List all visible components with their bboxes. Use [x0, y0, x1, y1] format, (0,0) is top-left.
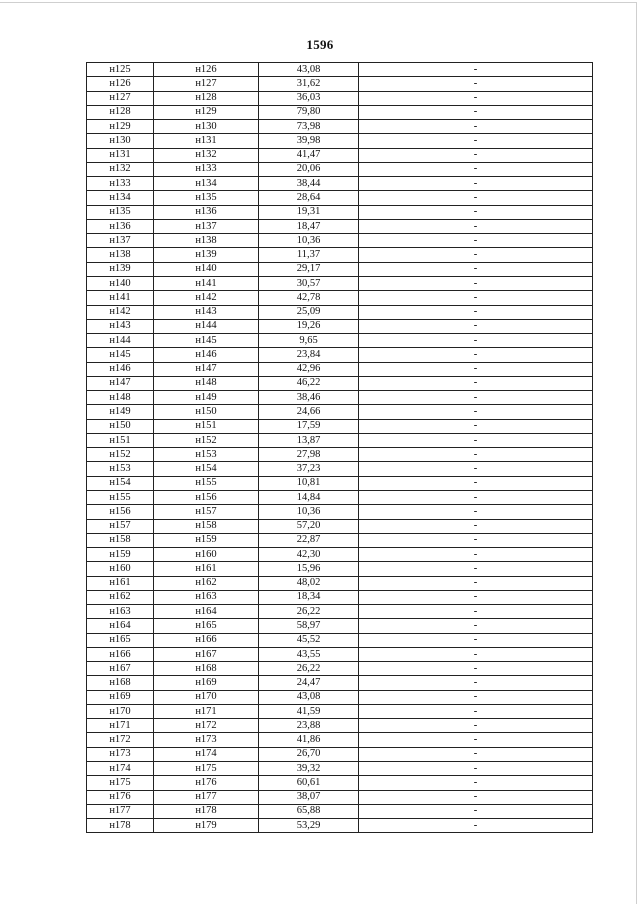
cell-from-point: н145 [87, 348, 154, 362]
table-row [87, 804, 593, 818]
cell-from-point: н129 [87, 120, 154, 134]
cell-to-point: н131 [154, 134, 259, 148]
cell-note: - [359, 362, 593, 376]
table-row [87, 91, 593, 105]
table-row [87, 205, 593, 219]
cell-from-point: н134 [87, 191, 154, 205]
table-row [87, 234, 593, 248]
table-row [87, 405, 593, 419]
cell-length: 43,08 [259, 690, 359, 704]
table-row [87, 291, 593, 305]
cell-length: 65,88 [259, 804, 359, 818]
cell-from-point: н169 [87, 690, 154, 704]
cell-length: 42,96 [259, 362, 359, 376]
cell-length: 26,22 [259, 605, 359, 619]
cell-from-point: н128 [87, 105, 154, 119]
cell-to-point: н128 [154, 91, 259, 105]
cell-to-point: н167 [154, 647, 259, 661]
cell-length: 10,36 [259, 505, 359, 519]
cell-to-point: н179 [154, 819, 259, 833]
cell-length: 29,17 [259, 262, 359, 276]
table-row [87, 619, 593, 633]
cell-from-point: н127 [87, 91, 154, 105]
cell-to-point: н156 [154, 490, 259, 504]
table-row [87, 762, 593, 776]
table-row [87, 448, 593, 462]
cell-length: 57,20 [259, 519, 359, 533]
cell-from-point: н142 [87, 305, 154, 319]
cell-from-point: н130 [87, 134, 154, 148]
cell-from-point: н165 [87, 633, 154, 647]
cell-to-point: н136 [154, 205, 259, 219]
cell-note: - [359, 776, 593, 790]
table-row [87, 562, 593, 576]
cell-length: 30,57 [259, 276, 359, 290]
cell-length: 41,86 [259, 733, 359, 747]
cell-note: - [359, 305, 593, 319]
cell-from-point: н136 [87, 219, 154, 233]
cell-length: 28,64 [259, 191, 359, 205]
cell-length: 26,22 [259, 662, 359, 676]
cell-to-point: н150 [154, 405, 259, 419]
cell-from-point: н168 [87, 676, 154, 690]
cell-note: - [359, 490, 593, 504]
cell-from-point: н126 [87, 77, 154, 91]
cell-length: 53,29 [259, 819, 359, 833]
cell-note: - [359, 219, 593, 233]
table-row [87, 519, 593, 533]
cell-length: 10,36 [259, 234, 359, 248]
cell-note: - [359, 747, 593, 761]
cell-from-point: н162 [87, 590, 154, 604]
cell-from-point: н174 [87, 762, 154, 776]
table-row [87, 162, 593, 176]
cell-from-point: н158 [87, 533, 154, 547]
cell-note: - [359, 177, 593, 191]
cell-from-point: н173 [87, 747, 154, 761]
table-row [87, 490, 593, 504]
table-row [87, 419, 593, 433]
cell-length: 9,65 [259, 334, 359, 348]
cell-from-point: н154 [87, 476, 154, 490]
cell-note: - [359, 633, 593, 647]
cell-from-point: н140 [87, 276, 154, 290]
cell-to-point: н170 [154, 690, 259, 704]
table-row [87, 533, 593, 547]
cell-length: 38,46 [259, 391, 359, 405]
coordinates-table [86, 62, 593, 833]
cell-to-point: н158 [154, 519, 259, 533]
cell-length: 48,02 [259, 576, 359, 590]
cell-to-point: н171 [154, 704, 259, 718]
cell-from-point: н132 [87, 162, 154, 176]
table-row [87, 248, 593, 262]
cell-from-point: н131 [87, 148, 154, 162]
cell-from-point: н175 [87, 776, 154, 790]
cell-note: - [359, 548, 593, 562]
cell-to-point: н148 [154, 376, 259, 390]
table-row [87, 177, 593, 191]
cell-length: 24,47 [259, 676, 359, 690]
cell-length: 19,26 [259, 319, 359, 333]
cell-length: 23,84 [259, 348, 359, 362]
cell-note: - [359, 120, 593, 134]
table-row [87, 819, 593, 833]
cell-length: 38,44 [259, 177, 359, 191]
cell-from-point: н167 [87, 662, 154, 676]
cell-from-point: н172 [87, 733, 154, 747]
table-row [87, 662, 593, 676]
cell-length: 58,97 [259, 619, 359, 633]
cell-length: 42,30 [259, 548, 359, 562]
table-row [87, 276, 593, 290]
cell-to-point: н161 [154, 562, 259, 576]
cell-note: - [359, 462, 593, 476]
table-row [87, 305, 593, 319]
cell-note: - [359, 790, 593, 804]
table-row [87, 148, 593, 162]
cell-note: - [359, 762, 593, 776]
cell-note: - [359, 533, 593, 547]
cell-length: 39,98 [259, 134, 359, 148]
cell-length: 27,98 [259, 448, 359, 462]
table-row [87, 747, 593, 761]
cell-note: - [359, 819, 593, 833]
cell-to-point: н159 [154, 533, 259, 547]
cell-length: 24,66 [259, 405, 359, 419]
cell-to-point: н132 [154, 148, 259, 162]
cell-to-point: н139 [154, 248, 259, 262]
cell-length: 13,87 [259, 433, 359, 447]
table-row [87, 690, 593, 704]
cell-note: - [359, 77, 593, 91]
cell-from-point: н147 [87, 376, 154, 390]
cell-length: 46,22 [259, 376, 359, 390]
cell-to-point: н145 [154, 334, 259, 348]
cell-to-point: н144 [154, 319, 259, 333]
cell-note: - [359, 105, 593, 119]
cell-to-point: н143 [154, 305, 259, 319]
cell-to-point: н175 [154, 762, 259, 776]
table-row [87, 633, 593, 647]
cell-to-point: н149 [154, 391, 259, 405]
cell-note: - [359, 576, 593, 590]
cell-note: - [359, 91, 593, 105]
cell-length: 41,47 [259, 148, 359, 162]
cell-length: 73,98 [259, 120, 359, 134]
cell-from-point: н171 [87, 719, 154, 733]
cell-from-point: н177 [87, 804, 154, 818]
cell-from-point: н157 [87, 519, 154, 533]
cell-to-point: н135 [154, 191, 259, 205]
table-row [87, 391, 593, 405]
cell-to-point: н152 [154, 433, 259, 447]
cell-to-point: н146 [154, 348, 259, 362]
cell-from-point: н139 [87, 262, 154, 276]
cell-to-point: н133 [154, 162, 259, 176]
cell-length: 79,80 [259, 105, 359, 119]
cell-from-point: н137 [87, 234, 154, 248]
cell-length: 17,59 [259, 419, 359, 433]
table-row [87, 790, 593, 804]
cell-length: 31,62 [259, 77, 359, 91]
cell-note: - [359, 448, 593, 462]
cell-from-point: н156 [87, 505, 154, 519]
table-row [87, 348, 593, 362]
table-row [87, 704, 593, 718]
cell-note: - [359, 291, 593, 305]
cell-from-point: н163 [87, 605, 154, 619]
cell-to-point: н176 [154, 776, 259, 790]
cell-length: 14,84 [259, 490, 359, 504]
table-row [87, 63, 593, 77]
cell-from-point: н144 [87, 334, 154, 348]
cell-note: - [359, 262, 593, 276]
table-row [87, 605, 593, 619]
cell-length: 22,87 [259, 533, 359, 547]
table-row [87, 733, 593, 747]
cell-to-point: н142 [154, 291, 259, 305]
cell-length: 37,23 [259, 462, 359, 476]
cell-note: - [359, 647, 593, 661]
table-row [87, 462, 593, 476]
cell-note: - [359, 605, 593, 619]
cell-from-point: н153 [87, 462, 154, 476]
cell-to-point: н169 [154, 676, 259, 690]
table-row [87, 776, 593, 790]
table-row [87, 676, 593, 690]
cell-to-point: н130 [154, 120, 259, 134]
table-row [87, 548, 593, 562]
cell-from-point: н143 [87, 319, 154, 333]
cell-note: - [359, 162, 593, 176]
cell-note: - [359, 419, 593, 433]
cell-note: - [359, 191, 593, 205]
cell-length: 41,59 [259, 704, 359, 718]
table-row [87, 319, 593, 333]
cell-to-point: н137 [154, 219, 259, 233]
cell-to-point: н174 [154, 747, 259, 761]
cell-note: - [359, 319, 593, 333]
table-row [87, 362, 593, 376]
cell-length: 38,07 [259, 790, 359, 804]
table-row [87, 433, 593, 447]
cell-note: - [359, 334, 593, 348]
table-body [87, 63, 593, 833]
table-row [87, 376, 593, 390]
cell-note: - [359, 348, 593, 362]
cell-length: 43,55 [259, 647, 359, 661]
table-row [87, 120, 593, 134]
cell-from-point: н150 [87, 419, 154, 433]
cell-length: 23,88 [259, 719, 359, 733]
cell-note: - [359, 476, 593, 490]
cell-to-point: н129 [154, 105, 259, 119]
cell-to-point: н141 [154, 276, 259, 290]
cell-from-point: н155 [87, 490, 154, 504]
cell-from-point: н135 [87, 205, 154, 219]
cell-from-point: н159 [87, 548, 154, 562]
cell-to-point: н127 [154, 77, 259, 91]
cell-to-point: н166 [154, 633, 259, 647]
cell-note: - [359, 619, 593, 633]
cell-from-point: н125 [87, 63, 154, 77]
cell-length: 18,34 [259, 590, 359, 604]
table-row [87, 191, 593, 205]
table-row [87, 476, 593, 490]
cell-length: 42,78 [259, 291, 359, 305]
cell-to-point: н157 [154, 505, 259, 519]
cell-from-point: н152 [87, 448, 154, 462]
cell-length: 20,06 [259, 162, 359, 176]
table-row [87, 134, 593, 148]
cell-length: 36,03 [259, 91, 359, 105]
cell-length: 19,31 [259, 205, 359, 219]
cell-from-point: н176 [87, 790, 154, 804]
cell-note: - [359, 719, 593, 733]
cell-note: - [359, 276, 593, 290]
cell-to-point: н153 [154, 448, 259, 462]
cell-from-point: н133 [87, 177, 154, 191]
cell-from-point: н148 [87, 391, 154, 405]
cell-length: 43,08 [259, 63, 359, 77]
cell-note: - [359, 376, 593, 390]
cell-note: - [359, 248, 593, 262]
cell-note: - [359, 205, 593, 219]
cell-note: - [359, 234, 593, 248]
cell-from-point: н164 [87, 619, 154, 633]
table-row [87, 77, 593, 91]
cell-note: - [359, 690, 593, 704]
cell-to-point: н160 [154, 548, 259, 562]
cell-to-point: н126 [154, 63, 259, 77]
table-row [87, 334, 593, 348]
cell-length: 11,37 [259, 248, 359, 262]
cell-note: - [359, 662, 593, 676]
cell-length: 15,96 [259, 562, 359, 576]
cell-note: - [359, 505, 593, 519]
table-row [87, 647, 593, 661]
cell-from-point: н149 [87, 405, 154, 419]
cell-from-point: н151 [87, 433, 154, 447]
cell-to-point: н138 [154, 234, 259, 248]
cell-note: - [359, 519, 593, 533]
cell-length: 45,52 [259, 633, 359, 647]
cell-to-point: н163 [154, 590, 259, 604]
cell-note: - [359, 733, 593, 747]
cell-to-point: н154 [154, 462, 259, 476]
cell-from-point: н170 [87, 704, 154, 718]
cell-note: - [359, 676, 593, 690]
table-row [87, 262, 593, 276]
cell-length: 18,47 [259, 219, 359, 233]
cell-to-point: н168 [154, 662, 259, 676]
cell-note: - [359, 63, 593, 77]
table-row [87, 219, 593, 233]
cell-note: - [359, 391, 593, 405]
table-row [87, 576, 593, 590]
cell-from-point: н160 [87, 562, 154, 576]
cell-from-point: н161 [87, 576, 154, 590]
cell-length: 25,09 [259, 305, 359, 319]
cell-to-point: н155 [154, 476, 259, 490]
cell-from-point: н141 [87, 291, 154, 305]
cell-from-point: н138 [87, 248, 154, 262]
cell-to-point: н172 [154, 719, 259, 733]
cell-note: - [359, 562, 593, 576]
cell-length: 26,70 [259, 747, 359, 761]
cell-from-point: н146 [87, 362, 154, 376]
cell-to-point: н134 [154, 177, 259, 191]
page-number: 1596 [306, 37, 334, 52]
table-row [87, 105, 593, 119]
cell-to-point: н147 [154, 362, 259, 376]
cell-note: - [359, 704, 593, 718]
cell-to-point: н151 [154, 419, 259, 433]
cell-note: - [359, 405, 593, 419]
cell-length: 60,61 [259, 776, 359, 790]
cell-length: 10,81 [259, 476, 359, 490]
table-row [87, 719, 593, 733]
cell-to-point: н140 [154, 262, 259, 276]
cell-note: - [359, 590, 593, 604]
cell-to-point: н173 [154, 733, 259, 747]
cell-note: - [359, 433, 593, 447]
cell-length: 39,32 [259, 762, 359, 776]
cell-note: - [359, 804, 593, 818]
table-row [87, 505, 593, 519]
table-row [87, 590, 593, 604]
cell-to-point: н164 [154, 605, 259, 619]
cell-note: - [359, 148, 593, 162]
cell-to-point: н178 [154, 804, 259, 818]
cell-to-point: н165 [154, 619, 259, 633]
cell-note: - [359, 134, 593, 148]
cell-to-point: н177 [154, 790, 259, 804]
cell-to-point: н162 [154, 576, 259, 590]
cell-from-point: н178 [87, 819, 154, 833]
cell-from-point: н166 [87, 647, 154, 661]
